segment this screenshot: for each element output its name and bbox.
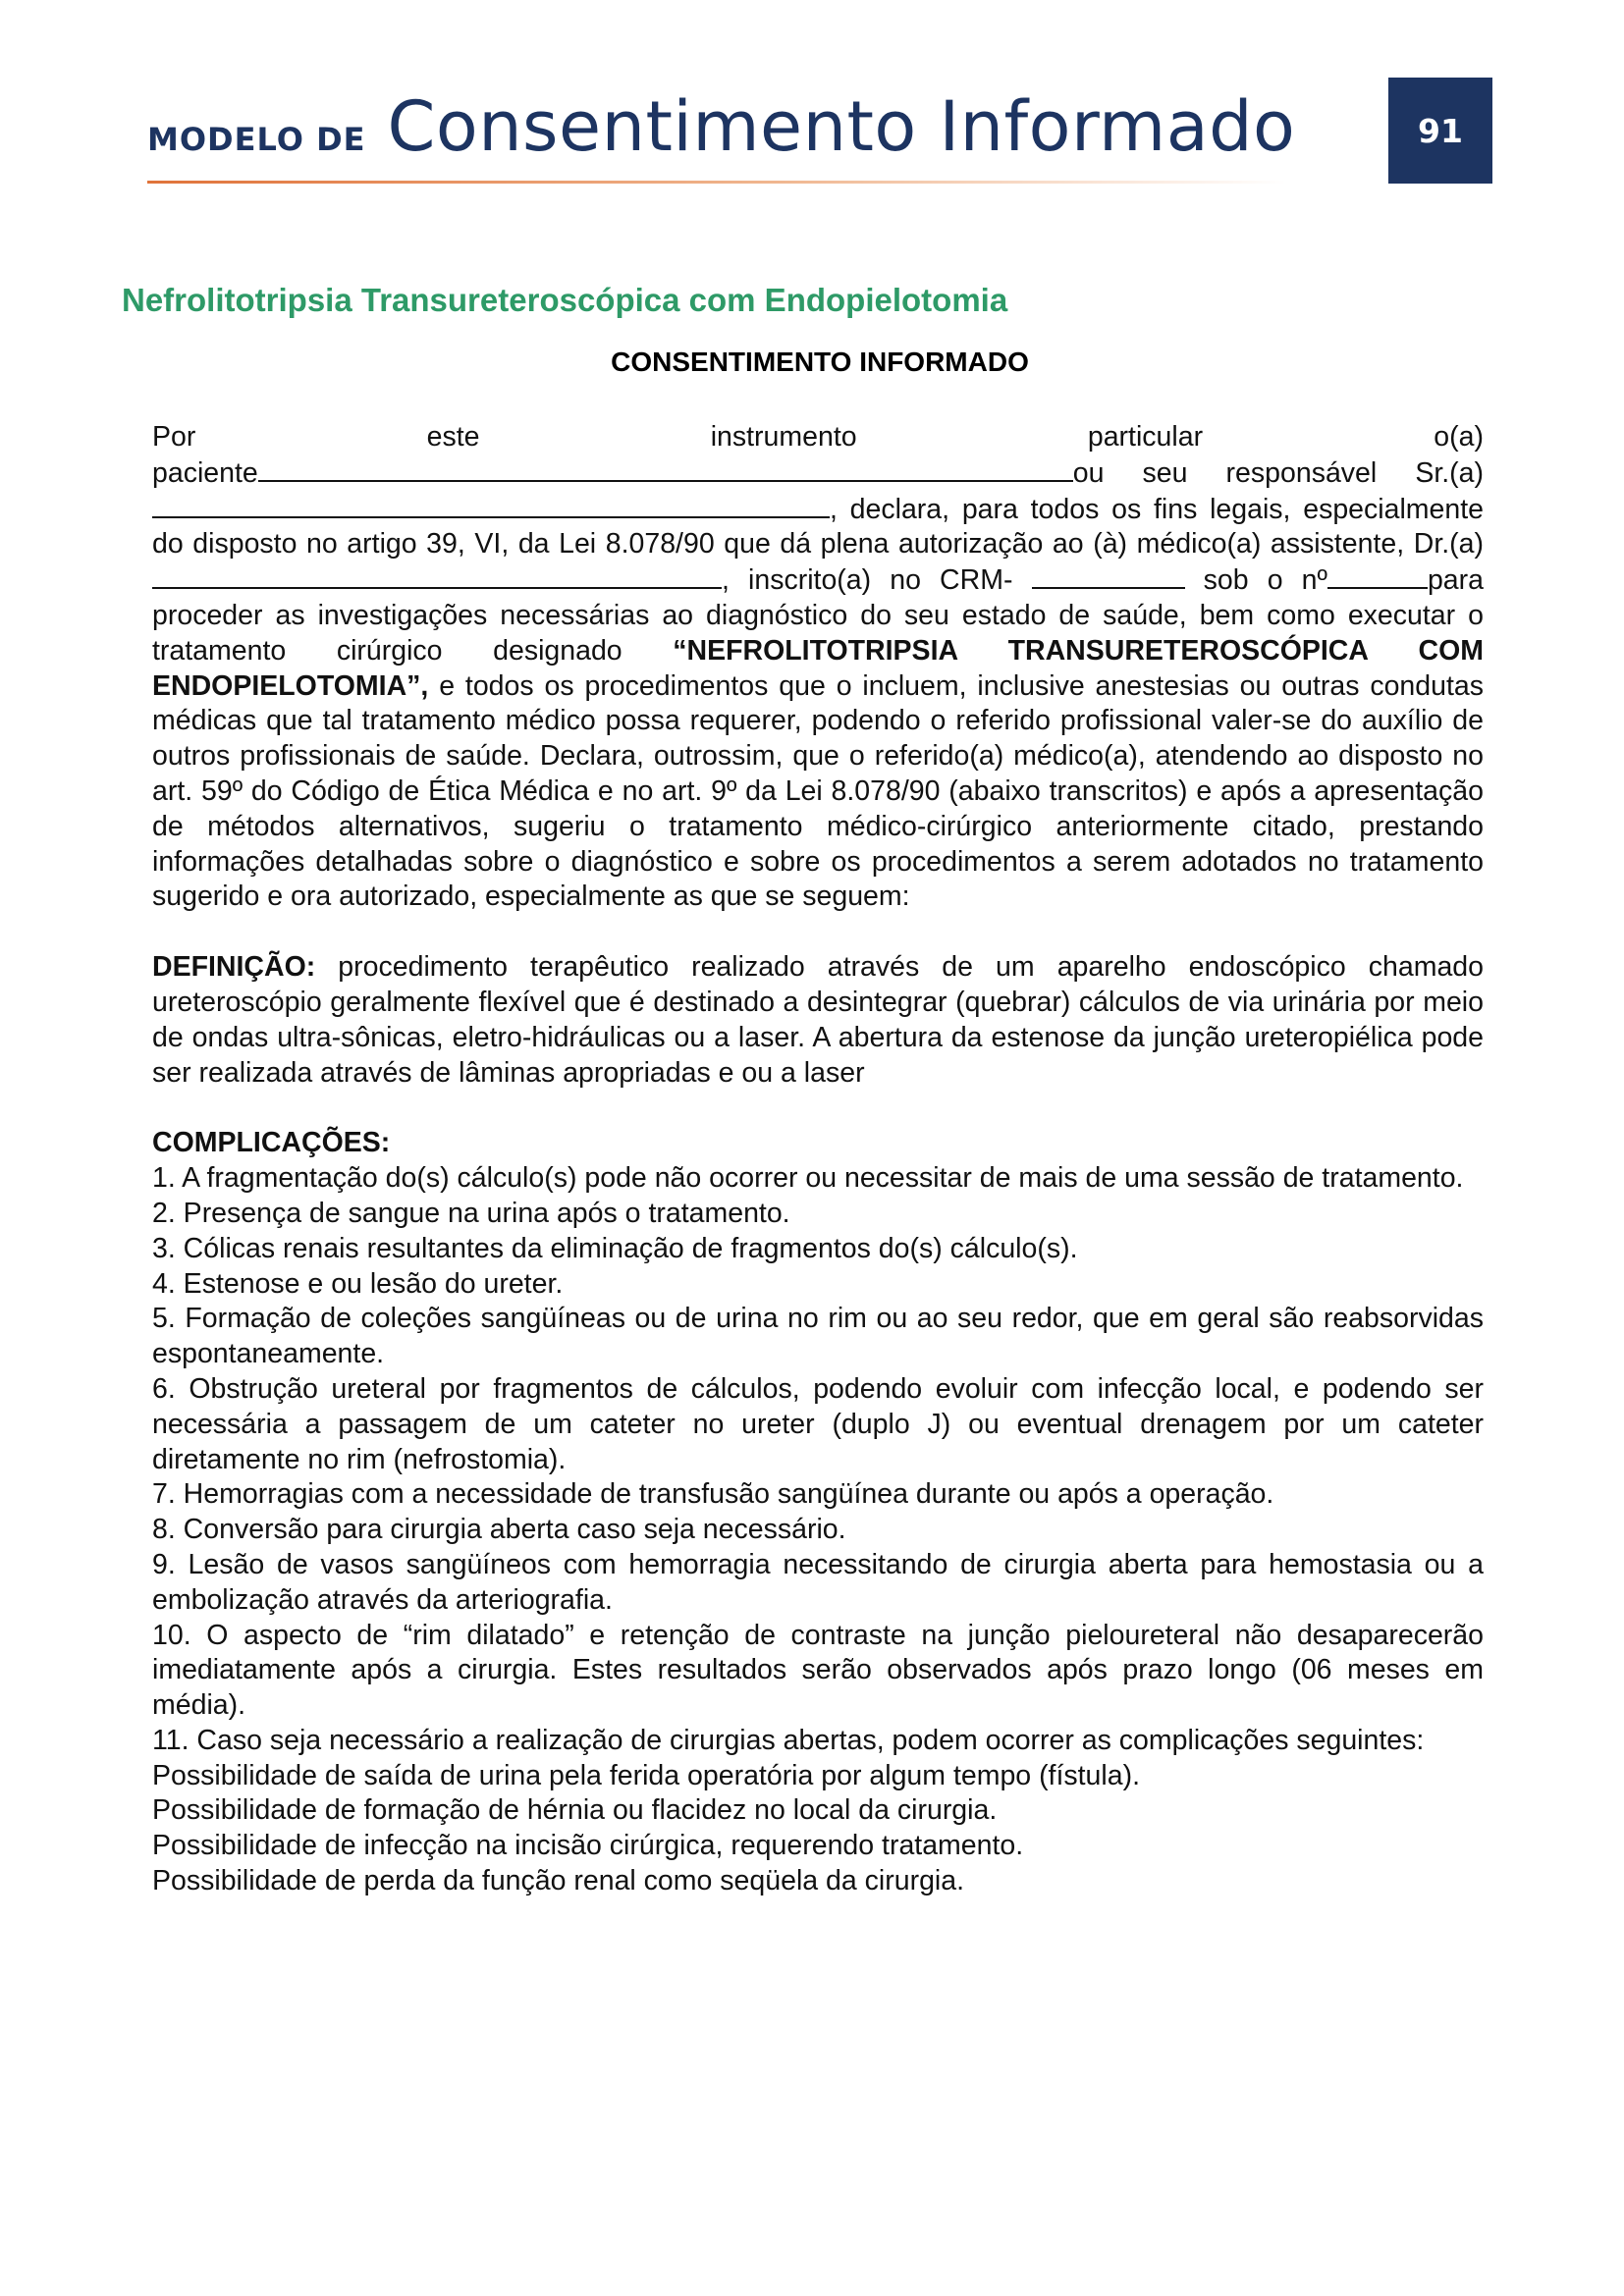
crm-state-blank[interactable]: [1032, 562, 1185, 589]
patient-name-blank[interactable]: [258, 455, 1073, 482]
doctor-name-blank[interactable]: [152, 562, 722, 589]
list-item: 11. Caso seja necessário a realização de cirurgias abertas, podem ocorrer as complicações seguintes:: [152, 1724, 1425, 1756]
consent-text: e todos os procedimentos que o incluem, inclusive anestesias ou outras condutas médicas que tal tratamento médico possa requerer, podendo o referido profissional valer-se do auxílio de outros profissionais de saúde. Declara, outrossim, que o referido(a) médico(a), atendendo ao disposto no art. 59º do Código de Ética Médica e no art. 9º da Lei 8.078/90 (abaixo transcritos) e após a apresentação de métodos alternativos, sugeriu o tratamento médico-cirúrgico anteriormente citado, prestando informações detalhadas sobre o diagnóstico e sobre os procedimentos a serem adotados no tratamento sugerido e ora autorizado, especialmente as que se seguem:: [152, 669, 1484, 913]
spacer: [152, 915, 1484, 950]
crm-number-blank[interactable]: [1327, 562, 1428, 589]
list-item: Possibilidade de infecção na incisão cirúrgica, requerendo tratamento.: [152, 1830, 1024, 1862]
consent-heading: CONSENTIMENTO INFORMADO: [611, 347, 1029, 377]
sr-label: Sr.(a): [1415, 456, 1484, 489]
declaration-text: , declara, para todos os fins legais, especialmente do disposto no artigo 39, VI, da Lei 8.078/90 que dá plena autorização ao (à) médico(a) assistente, Dr.(a): [152, 493, 1484, 561]
document-title: Nefrolitotripsia Transureteroscópica com Endopielotomia: [122, 282, 1008, 318]
definition-paragraph: [152, 950, 1484, 1091]
list-item: 6. Obstrução ureteral por fragmentos de cálculos, podendo evoluir com infecção local, e podendo ser necessária a passagem de um cateter no ureter (duplo J) ou eventual drenagem por um cateter diretamente no rim (nefrostomia).: [152, 1372, 1484, 1475]
patient-label: paciente: [152, 456, 258, 489]
definition-label: DEFINIÇÃO:: [152, 951, 316, 984]
list-item: 7. Hemorragias com a necessidade de transfusão sangüínea durante ou após a operação.: [152, 1478, 1274, 1511]
list-item: Possibilidade de perda da função renal como seqüela da cirurgia.: [152, 1865, 965, 1897]
list-item: 5. Formação de coleções sangüíneas ou de urina no rim ou ao seu redor, que em geral são reabsorvidas espontaneamente.: [152, 1303, 1484, 1370]
header-prefix: MODELO DE: [147, 121, 366, 158]
procedure-name: “NEFROLITOTRIPSIA TRANSURETEROSCÓPICA COM ENDOPIELOTOMIA”,: [152, 634, 1484, 702]
list-item: Possibilidade de saída de urina pela ferida operatória por algum tempo (fístula).: [152, 1759, 1141, 1791]
responsible-label: ou seu responsável: [1072, 456, 1378, 489]
intro-line-1: Por este instrumento particular o(a): [152, 421, 1484, 453]
page-number-badge: 91: [1388, 78, 1492, 184]
intro-first-line: [152, 420, 1484, 455]
list-item: 4. Estenose e ou lesão do ureter.: [152, 1267, 564, 1300]
procedure-intro-text: para proceder as investigações necessárias ao diagnóstico do seu estado de saúde, bem como executar o tratamento cirúrgico designado: [152, 564, 1484, 667]
running-header: [147, 86, 1295, 185]
header-title: Consentimento Informado: [387, 86, 1296, 167]
list-item: Possibilidade de formação de hérnia ou flacidez no local da cirurgia.: [152, 1794, 998, 1827]
complications-label: COMPLICAÇÕES:: [152, 1127, 391, 1159]
list-item: 1. A fragmentação do(s) cálculo(s) pode não ocorrer ou necessitar de mais de uma sessão de tratamento.: [152, 1162, 1464, 1195]
intro-paragraph: [152, 455, 1484, 915]
list-item: 3. Cólicas renais resultantes da eliminação de fragmentos do(s) cálculo(s).: [152, 1232, 1078, 1264]
crm-number-label: sob o nº: [1184, 564, 1327, 597]
spacer: [152, 1091, 1484, 1126]
responsible-name-blank[interactable]: [152, 492, 830, 518]
list-item: 8. Conversão para cirurgia aberta caso seja necessário.: [152, 1514, 846, 1546]
definition-text: procedimento terapêutico realizado através de um aparelho endoscópico chamado ureteroscópio geralmente flexível que é destinado a desintegrar (quebrar) cálculos de via urinária por meio de ondas ultra-sônicas, eletro-hidráulicas ou a laser. A abertura da estenose da junção ureteropiélica pode ser realizada através de lâminas apropriadas e ou a laser: [152, 951, 1484, 1089]
list-item: 10. O aspecto de “rim dilatado” e retenção de contraste na junção pieloureteral não desaparecerão imediatamente após a cirurgia. Estes resultados serão observados após prazo longo (06 meses em média).: [152, 1619, 1484, 1722]
header-rule: [147, 181, 1286, 184]
crm-label: , inscrito(a) no CRM-: [722, 564, 1013, 597]
list-item: 9. Lesão de vasos sangüíneos com hemorragia necessitando de cirurgia aberta para hemostasia ou a embolização através da arteriografia.: [152, 1548, 1484, 1616]
document-body: [152, 420, 1484, 1899]
list-item: 2. Presença de sangue na urina após o tratamento.: [152, 1197, 790, 1229]
